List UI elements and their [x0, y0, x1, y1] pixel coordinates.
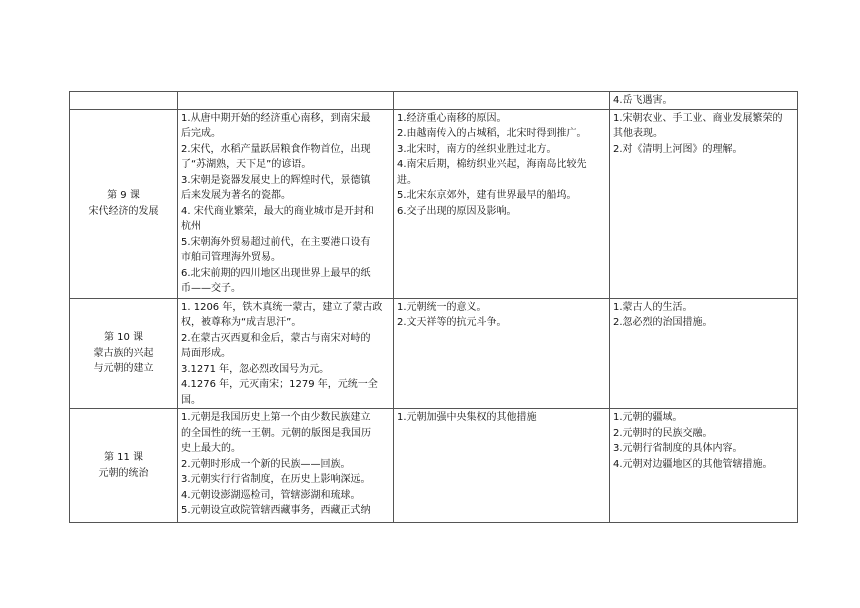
table-row-lesson-10 — [70, 298, 798, 409]
text-line: 1.元朝加强中央集权的其他措施 — [397, 412, 537, 423]
text-line: 市舶司管理海外贸易。 — [181, 252, 281, 263]
text-line: 局面形成。 — [181, 348, 231, 359]
text-line: 后来发展为著名的瓷都。 — [181, 190, 291, 201]
lesson-title: 蒙古族的兴起 — [93, 347, 154, 359]
text-line: 2.忽必烈的治国措施。 — [613, 317, 713, 328]
text-line: 1.蒙古人的生活。 — [613, 301, 693, 313]
text-line: 2.由越南传入的占城稻，北宋时得到推广。 — [397, 128, 587, 139]
text-line: 4.元朝设澎湖巡检司，管辖澎湖和琉球。 — [181, 489, 361, 501]
lesson-title: 元朝的统治 — [98, 467, 149, 479]
text-line: 后完成。 — [181, 128, 221, 139]
lesson-cell — [70, 409, 178, 523]
table-row-continued — [70, 92, 798, 110]
key-points-cell — [178, 92, 394, 110]
text-line: 史上最大的。 — [181, 443, 241, 454]
lesson-cell — [70, 92, 178, 110]
understanding-cell — [394, 298, 610, 409]
text-line: 3.北宋时，南方的丝织业胜过北方。 — [397, 143, 557, 155]
text-line: 3.元朝实行行省制度，在历史上影响深远。 — [181, 474, 371, 485]
text-line: 1.经济重心南移的原因。 — [397, 112, 507, 124]
extension-cell — [610, 109, 798, 298]
text-line: 了“苏湖熟，天下足”的谚语。 — [181, 159, 312, 170]
text-line: 其他表现。 — [613, 128, 663, 139]
text-line: 2.文天祥等的抗元斗争。 — [397, 317, 507, 328]
text-line: 5.元朝设宣政院管辖西藏事务，西藏正式纳 — [181, 505, 371, 516]
text-line: 3.1271 年，忽必烈改国号为元。 — [181, 363, 330, 375]
text-line: 2.元朝时形成一个新的民族——回族。 — [181, 458, 351, 470]
key-points-cell — [178, 298, 394, 409]
text-line: 4.岳飞遇害。 — [613, 95, 673, 106]
text-line: 1.元朝统一的意义。 — [397, 301, 487, 313]
text-line: 杭州 — [181, 221, 201, 232]
text-line: 4.南宋后期，棉纺织业兴起，海南岛比较先 — [397, 159, 587, 170]
lesson-title: 与元朝的建立 — [93, 363, 154, 374]
lesson-number: 第 10 课 — [103, 332, 144, 343]
text-line: 币——交子。 — [181, 283, 241, 294]
understanding-cell — [394, 92, 610, 110]
text-line: 6.交子出现的原因及影响。 — [397, 205, 517, 217]
text-line: 1.从唐中期开始的经济重心南移，到南宋最 — [181, 112, 371, 124]
text-line: 2.元朝时的民族交融。 — [613, 427, 713, 439]
extension-cell — [610, 92, 798, 110]
text-line: 5.北宋东京郊外，建有世界最早的船坞。 — [397, 190, 577, 201]
text-line: 2.在蒙古灭西夏和金后，蒙古与南宋对峙的 — [181, 332, 371, 344]
text-line: 2.宋代，水稻产量跃居粮食作物首位，出现 — [181, 143, 371, 155]
text-line: 6.北宋前期的四川地区出现世界上最早的纸 — [181, 267, 371, 279]
key-points-cell — [178, 409, 394, 523]
understanding-cell — [394, 109, 610, 298]
text-line: 权，被尊称为“成吉思汗”。 — [181, 317, 302, 328]
understanding-cell — [394, 409, 610, 523]
text-line: 2.对《清明上河图》的理解。 — [613, 143, 743, 155]
lesson-number: 第 11 课 — [103, 452, 144, 463]
text-line: 4.元朝对边疆地区的其他管辖措施。 — [613, 458, 773, 470]
lesson-title: 宋代经济的发展 — [88, 205, 159, 217]
syllabus-table — [69, 91, 798, 523]
lesson-cell — [70, 298, 178, 409]
text-line: 1.元朝的疆域。 — [613, 412, 683, 423]
extension-cell — [610, 298, 798, 409]
lesson-cell — [70, 109, 178, 298]
text-line: 1.元朝是我国历史上第一个由少数民族建立 — [181, 412, 371, 423]
text-line: 4. 宋代商业繁荣，最大的商业城市是开封和 — [181, 205, 374, 217]
extension-cell — [610, 409, 798, 523]
text-line: 的全国性的统一王朝。元朝的版图是我国历 — [181, 427, 371, 439]
key-points-cell — [178, 109, 394, 298]
table-row-lesson-11 — [70, 409, 798, 523]
text-line: 1.宋朝农业、手工业、商业发展繁荣的 — [613, 112, 783, 124]
lesson-number: 第 9 课 — [107, 190, 140, 201]
text-line: 1. 1206 年，铁木真统一蒙古，建立了蒙古政 — [181, 301, 383, 313]
text-line: 进。 — [397, 174, 417, 186]
table-row-lesson-9 — [70, 109, 798, 298]
text-line: 5.宋朝海外贸易超过前代，在主要港口设有 — [181, 236, 371, 248]
text-line: 3.宋朝是瓷器发展史上的辉煌时代，景德镇 — [181, 174, 371, 186]
text-line: 4.1276 年，元灭南宋；1279 年，元统一全国。 — [181, 379, 378, 406]
text-line: 3.元朝行省制度的具体内容。 — [613, 443, 743, 454]
